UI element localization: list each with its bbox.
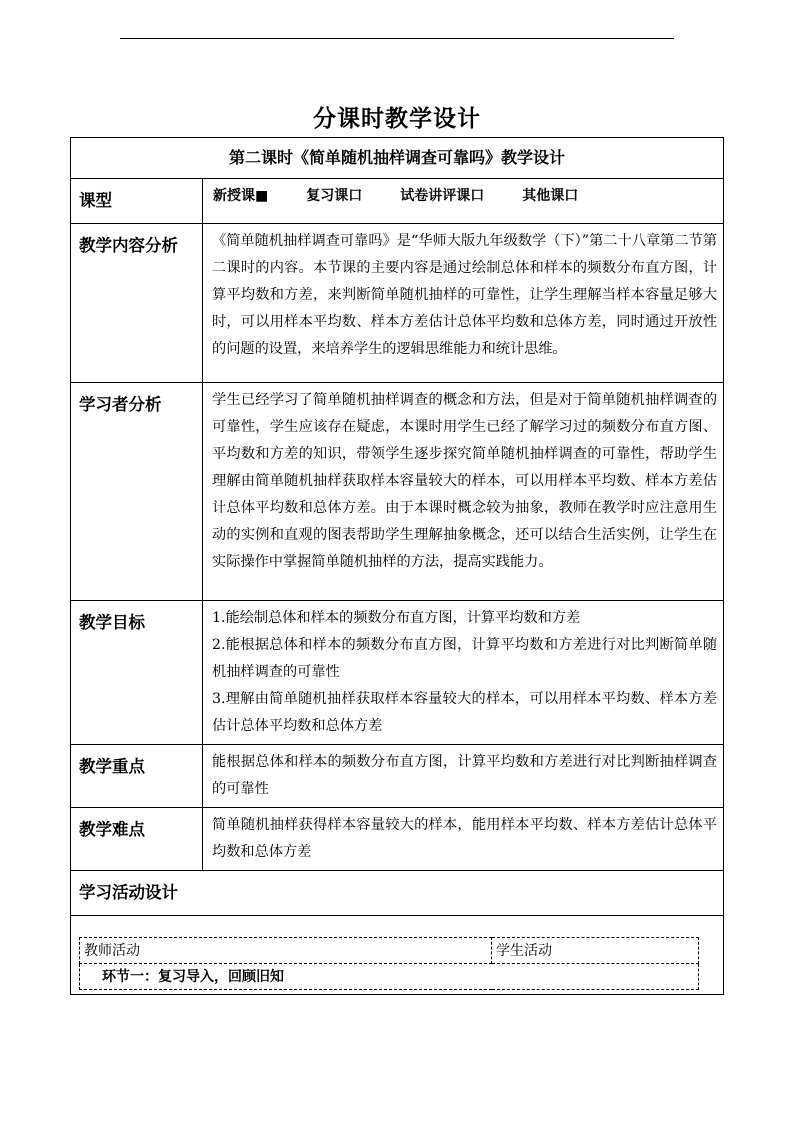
- activity-table-cell: [71, 916, 724, 995]
- learner-analysis-text: 学生已经学习了简单随机抽样调查的概念和方法，但是对于简单随机抽样调查的可靠性，学生应该存在疑虑，本课时用学生已经了解学习过的频数分布直方图、平均数和方差的知识，带领学生逐步探究简单随机抽样调查的可靠性，帮助学生理解由简单随机抽样获取样本容量较大的样本，可以用样本平均数、样本方差估计总体平均数和总体方差。由于本课时概念较为抽象，教师在教学时应注意用生动的实例和直观的图表帮助学生理解抽象概念，还可以结合生活实例，让学生在实际操作中掌握简单随机抽样的方法，提高实践能力。: [203, 383, 724, 601]
- key-points-text: 能根据总体和样本的频数分布直方图，计算平均数和方差进行对比判断抽样调查的可靠性: [203, 745, 724, 808]
- student-activity-header: 学生活动: [492, 938, 699, 964]
- lesson-type-label: 课型: [71, 179, 203, 224]
- lesson-type-option-review: 复习课口: [306, 188, 363, 204]
- teaching-goals-label: 教学目标: [71, 601, 203, 745]
- activity-table: [79, 937, 699, 990]
- document-title: 分课时教学设计: [313, 105, 481, 132]
- content-analysis-label: 教学内容分析: [71, 224, 203, 383]
- teaching-goals-list: [203, 601, 724, 745]
- stage-1-heading: 环节一：复习导入，回顾旧知: [80, 964, 699, 990]
- teaching-goal-1: 1.能绘制总体和样本的频数分布直方图，计算平均数和方差: [212, 610, 581, 626]
- lesson-type-option-new: 新授课■: [213, 188, 269, 204]
- lesson-plan-table: [70, 137, 724, 995]
- key-points-label: 教学重点: [71, 745, 203, 808]
- lesson-type-option-exam-review: 试卷讲评课口: [400, 188, 485, 204]
- lesson-type-options: [203, 179, 724, 224]
- teaching-goal-3: 3.理解由简单随机抽样获取样本容量较大的样本，可以用样本平均数、样本方差估计总体平均数和总体方差: [212, 691, 718, 734]
- lesson-type-option-other: 其他课口: [522, 188, 579, 204]
- teaching-goal-2: 2.能根据总体和样本的频数分布直方图，计算平均数和方差进行对比判断简单随机抽样调查的可靠性: [212, 637, 718, 680]
- header-rule: [120, 38, 674, 39]
- difficulties-label: 教学难点: [71, 808, 203, 871]
- difficulties-text: 简单随机抽样获得样本容量较大的样本，能用样本平均数、样本方差估计总体平均数和总体方差: [203, 808, 724, 871]
- content-analysis-text: 《简单随机抽样调查可靠吗》是“华师大版九年级数学（下）”第二十八章第二节第二课时的内容。本节课的主要内容是通过绘制总体和样本的频数分布直方图，计算平均数和方差，来判断简单随机抽样的可靠性，让学生理解当样本容量足够大时，可以用样本平均数、样本方差估计总体平均数和总体方差，同时通过开放性的问题的设置，来培养学生的逻辑思维能力和统计思维。: [203, 224, 724, 383]
- lesson-title: 第二课时《简单随机抽样调查可靠吗》教学设计: [71, 138, 724, 179]
- activity-design-label: 学习活动设计: [71, 871, 724, 916]
- learner-analysis-label: 学习者分析: [71, 383, 203, 601]
- teacher-activity-header: 教师活动: [80, 938, 492, 964]
